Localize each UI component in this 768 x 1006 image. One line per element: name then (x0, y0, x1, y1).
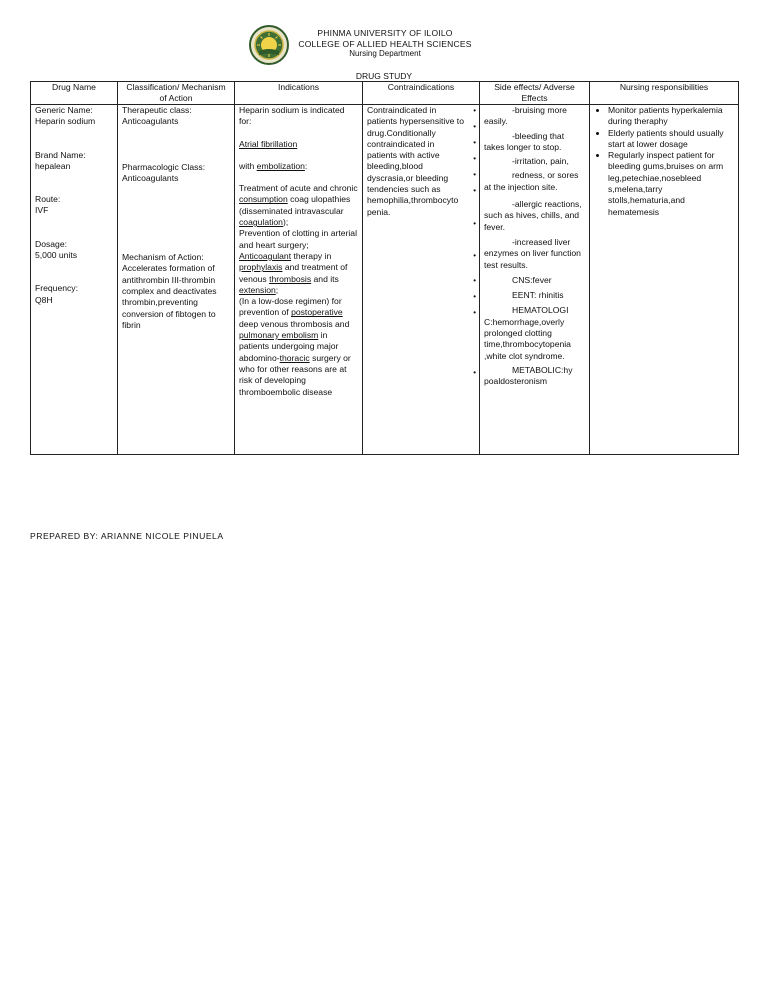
list-item: • Monitor patients hyperkalemia during theraphy (608, 105, 734, 128)
header-contraindications: Contraindications (363, 82, 480, 105)
header-drug-name: Drug Name (31, 82, 118, 105)
side-effect-item: -allergic reactions, such as hives, chills, and fever. (484, 199, 582, 232)
drug-study-table (30, 81, 739, 455)
side-effect-item: METABOLIC:hy poaldosteronism (484, 364, 573, 387)
indications-intro: Heparin sodium is indicated for: (239, 105, 345, 127)
indication-text-underlined: pulmonary embolism (239, 330, 319, 341)
bullet-icon: • (473, 154, 476, 163)
contraindications-text: Contraindicated in patients hypersensitive to drug.Conditionally contraindicated in patients with active bleeding,blood dyscrasia,or bleeding tendencies such as hemophilia,thrombocyto penia. (367, 105, 464, 217)
indication-text-underlined: prophylaxis (239, 262, 283, 273)
therapeutic-class-value: Anticoagulants (122, 116, 179, 127)
mechanism-value: Accelerates formation of antithrombin III-thrombin complex and deactivates thrombin,preventing conversion of fibtogen to fibrin (122, 263, 217, 330)
indication-text: Treatment of acute and chronic (239, 183, 358, 194)
indication-text-underlined: extension (239, 284, 276, 295)
indication-text: deep venous thrombosis and (239, 318, 350, 329)
side-effect-item: CNS:fever (512, 274, 552, 285)
list-item: • Elderly patients should usually start at lower dosage (608, 128, 734, 151)
indication-text: : (304, 160, 308, 171)
pharmacologic-class-label: Pharmacologic Class: (122, 161, 206, 172)
department-name: Nursing Department (349, 49, 421, 58)
indication-text-underlined: thoracic (279, 352, 310, 363)
mechanism-label: Mechanism of Action: (122, 252, 204, 263)
indication-text: in patients undergoing major abdomino- (239, 330, 339, 363)
indication-atrial-fibrillation: Atrial fibrillation (239, 138, 298, 149)
side-effect-item: redness, or sores at the injection site. (484, 170, 579, 192)
frequency-value: Q8H (35, 294, 53, 305)
frequency-label: Frequency: (35, 283, 78, 294)
college-name: COLLEGE OF ALLIED HEALTH SCIENCES (298, 38, 472, 49)
bullet-icon: • (473, 138, 476, 147)
side-effect-item: HEMATOLOGI C:hemorrhage,overly prolonged clotting time,thrombocytopenia ,white clot syndrome. (484, 305, 571, 361)
side-effect-item: EENT: rhinitis (512, 290, 564, 301)
indication-text: and treatment of venous (239, 262, 348, 284)
indication-text: Prevention of clotting in arterial and heart surgery; (239, 228, 357, 250)
indication-text-underlined: Anticoagulant (239, 250, 292, 261)
bullet-icon: • (473, 251, 476, 260)
indication-text: and its (311, 273, 339, 284)
side-effect-item: -irritation, pain, (512, 156, 569, 167)
side-effect-item: -bleeding that takes longer to stop. (484, 130, 565, 152)
brand-name-label: Brand Name: (35, 149, 86, 160)
indication-text: therapy in (291, 250, 332, 261)
route-value: IVF (35, 205, 49, 216)
indication-details (239, 183, 358, 398)
prepared-by: PREPARED BY: ARIANNE NICOLE PINUELA (30, 531, 224, 541)
nursing-list (594, 105, 734, 218)
table-header-row (31, 82, 739, 105)
indication-text: ; (275, 284, 279, 295)
generic-name-label: Generic Name: (35, 105, 93, 115)
university-seal-icon (249, 25, 289, 65)
indication-text-underlined: coagulation (239, 217, 283, 228)
route-label: Route: (35, 194, 61, 205)
bullet-icon: • (473, 170, 476, 179)
university-name: PHINMA UNIVERSITY OF ILOILO (317, 28, 453, 38)
bullet-icon: • (473, 368, 476, 377)
bullet-icon: • (473, 292, 476, 301)
table-row (31, 105, 739, 455)
indication-text: coag ulopathies (disseminated intravascular (239, 194, 351, 216)
header-indications: Indications (235, 82, 363, 105)
bullet-icon: • (473, 219, 476, 228)
indication-text-underlined: thrombosis (269, 273, 312, 284)
bullet-icon: • (473, 276, 476, 285)
dosage-value: 5,000 units (35, 250, 78, 261)
indication-text-underlined: embolization (256, 160, 305, 171)
dosage-label: Dosage: (35, 238, 68, 249)
document-header (290, 28, 480, 60)
indication-text: surgery or who for other reasons are at risk of developing thromboembolic disease (239, 352, 351, 397)
nursing-responsibilities-cell (590, 105, 739, 455)
indication-text-underlined: consumption (239, 194, 288, 205)
header-side-effects: Side effects/ Adverse Effects (480, 82, 590, 105)
bullet-icon: • (473, 122, 476, 131)
contraindications-cell (363, 105, 480, 455)
side-effects-cell (480, 105, 590, 455)
bullet-icon: • (473, 186, 476, 195)
indication-text: ); (282, 217, 289, 228)
side-effect-item: -bruising more easily. (484, 105, 567, 127)
bullet-icon: • (473, 308, 476, 317)
indication-text: (In a low-dose regimen) for prevention of (239, 296, 342, 318)
document-title: DRUG STUDY (355, 71, 413, 81)
classification-cell (118, 105, 235, 455)
header-nursing-responsibilities: Nursing responsibilities (590, 82, 739, 105)
indication-text: with (239, 160, 257, 171)
header-classification: Classification/ Mechanism of Action (118, 82, 235, 105)
drug-name-cell (31, 105, 118, 455)
brand-name-value: hepalean (35, 160, 71, 171)
indication-embolization (239, 161, 358, 172)
indication-text-underlined: postoperative (291, 307, 343, 318)
therapeutic-class-label: Therapeutic class: (122, 105, 192, 115)
indications-cell (235, 105, 363, 455)
generic-name-value: Heparin sodium (35, 116, 96, 127)
bullet-icon: • (473, 106, 476, 115)
side-effect-item: -increased liver enzymes on liver function test results. (484, 236, 581, 270)
pharmacologic-class-value: Anticoagulants (122, 172, 179, 183)
list-item: • Regularly inspect patient for bleeding gums,bruises on arm leg,petechiae,nosebleed s,melena,tarry stolls,hematuria,and hematemesis (608, 150, 734, 218)
